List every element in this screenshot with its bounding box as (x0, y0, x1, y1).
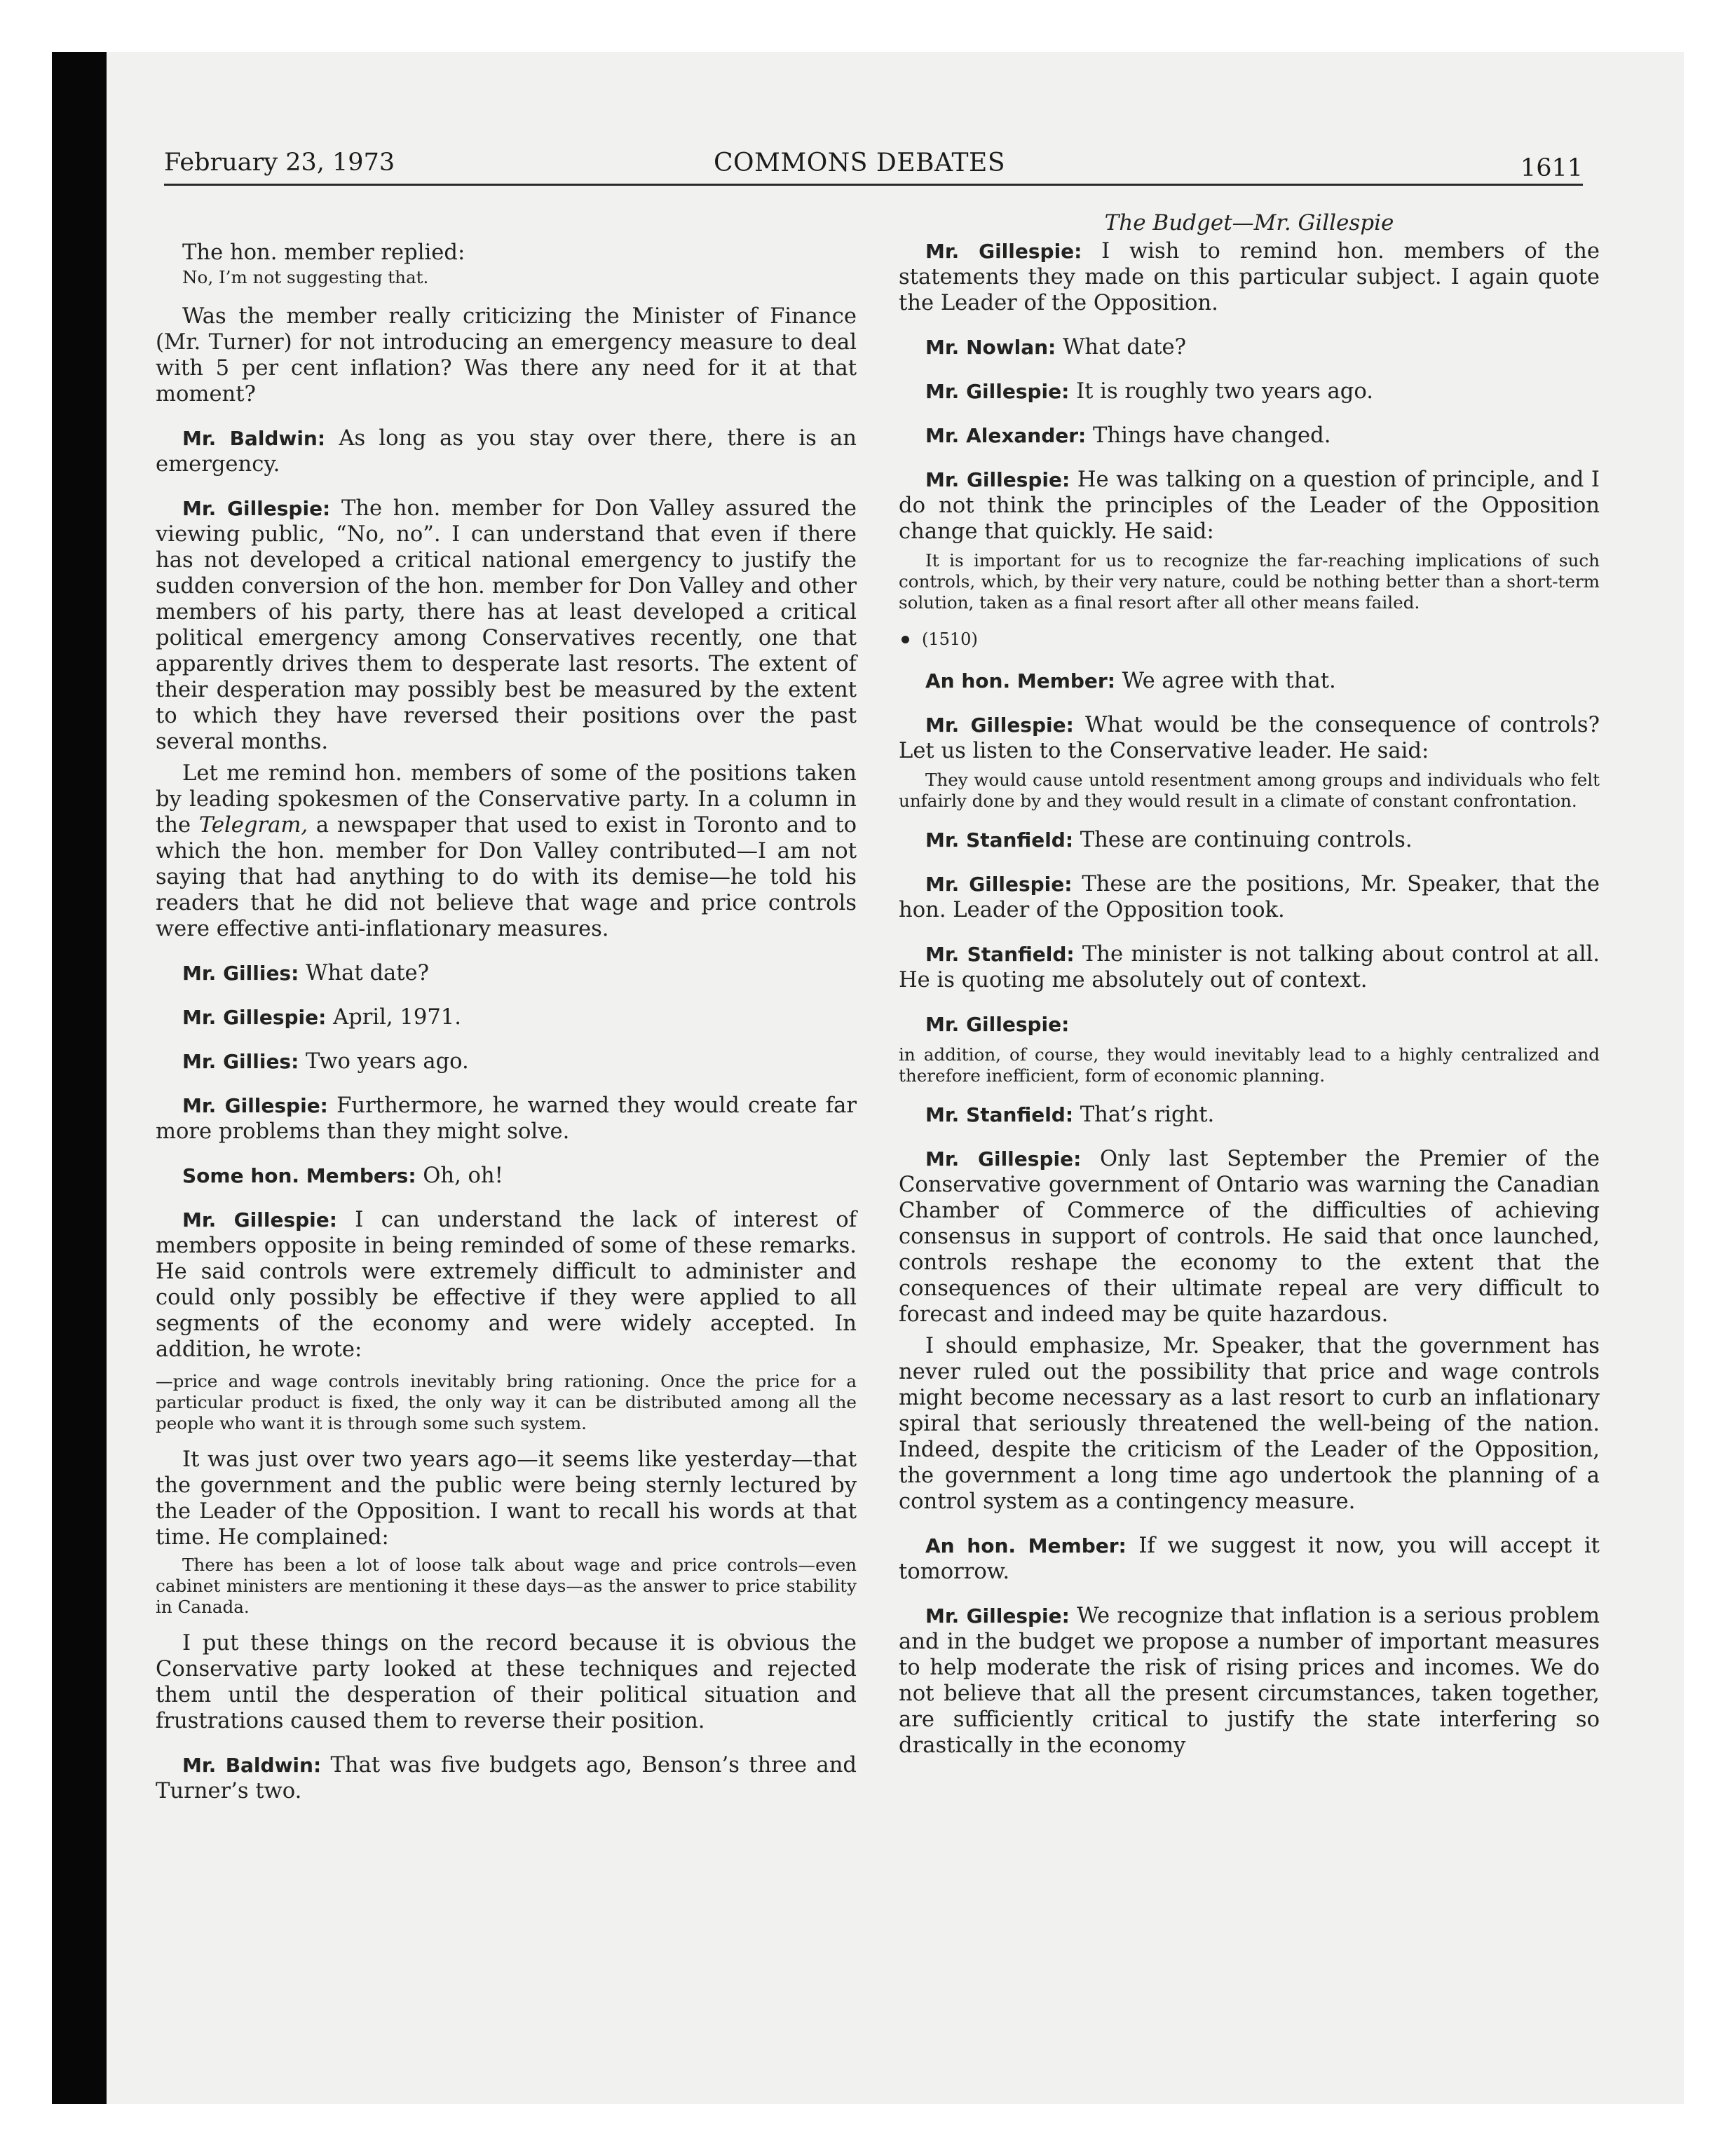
paragraph: The hon. member replied: (182, 240, 465, 265)
bullet-dot-icon (901, 636, 909, 643)
quotation: They would cause untold resentment among groups and individuals who felt unfairly done by and they would result in a climate of constant confrontation. (899, 770, 1600, 811)
header-title: COMMONS DEBATES (714, 149, 1005, 177)
speech-baldwin: Mr. Baldwin: As long as you stay over there, there is an emergency. (156, 426, 857, 477)
paragraph: It was just over two years ago—it seems like yesterday—that the government and the public were being sternly lectured by the Leader of the Opposition. I want to recall his words at that time. He complained: (156, 1447, 857, 1550)
speech-alexander: Mr. Alexander: Things have changed. (925, 423, 1331, 448)
speech-stanfield: Mr. Stanfield: That’s right. (925, 1103, 1215, 1127)
speech-hon-member: An hon. Member: If we suggest it now, you will accept it tomorrow. (899, 1534, 1600, 1584)
speaker-name: Mr. Baldwin: (182, 427, 326, 450)
speech-gillespie: Mr. Gillespie: Furthermore, he warned they would create far more problems than they might solve. (156, 1093, 857, 1144)
quotation: —price and wage controls inevitably bring rationing. Once the price for a particular product is fixed, the only way it can be distributed among all the people who want it is through some such system. (156, 1371, 857, 1433)
speech-stanfield: Mr. Stanfield: These are continuing controls. (925, 828, 1413, 852)
speaker-name: Mr. Gillespie: (925, 873, 1073, 896)
speaker-name: Some hon. Members: (182, 1164, 416, 1187)
speech-members: Some hon. Members: Oh, oh! (182, 1164, 503, 1188)
speaker-name: Mr. Gillies: (182, 1050, 299, 1073)
speech-nowlan: Mr. Nowlan: What date? (925, 335, 1187, 360)
speaker-name: Mr. Alexander: (925, 424, 1087, 447)
speech-gillespie: Mr. Gillespie: We recognize that inflation is a serious problem and in the budget we propose a number of important measures to help moderate the risk of rising prices and incomes. We do not believe that all the present circumstances, taken together, are sufficiently critical to justify the state interfering so drastically in the economy (899, 1604, 1600, 1758)
speaker-name: Mr. Gillespie: (182, 1094, 328, 1117)
speech-gillespie: Mr. Gillespie: I wish to remind hon. members of the statements they made on this particular subject. I again quote the Leader of the Opposition. (899, 239, 1600, 315)
speaker-name: Mr. Gillespie: (182, 497, 331, 520)
page-header (164, 149, 1583, 185)
speech-gillies: Mr. Gillies: What date? (182, 961, 430, 985)
speaker-name: Mr. Gillespie: (925, 240, 1082, 263)
speaker-name: Mr. Stanfield: (925, 943, 1075, 966)
header-date: February 23, 1973 (164, 149, 395, 177)
speaker-name: Mr. Gillespie: (182, 1208, 337, 1231)
quotation: There has been a lot of loose talk about wage and price controls—even cabinet ministers are mentioning it these days—as the answer to price stability in Canada. (156, 1555, 857, 1617)
speech-gillespie: Mr. Gillespie: What would be the consequence of controls? Let us listen to the Conservative leader. He said: (899, 713, 1600, 763)
speaker-name: Mr. Stanfield: (925, 1103, 1074, 1126)
paragraph: Let me remind hon. members of some of the positions taken by leading spokesmen of the Conservative party. In a column in the Telegram, a newspaper that used to exist in Toronto and to which the hon. member for Don Valley contributed—I am not saying that had anything to do with its demise—he told his readers that he did not believe that wage and price controls were effective anti-inflationary measures. (156, 761, 857, 941)
speech-baldwin: Mr. Baldwin: That was five budgets ago, Benson’s three and Turner’s two. (156, 1753, 857, 1803)
speech-hon-member: An hon. Member: We agree with that. (925, 669, 1336, 693)
speaker-name: Mr. Nowlan: (925, 336, 1056, 359)
left-column (156, 203, 857, 1804)
quotation: in addition, of course, they would inevitably lead to a highly centralized and therefore inefficient, form of economic planning. (899, 1044, 1600, 1086)
quotation: It is important for us to recognize the far-reaching implications of such controls, which, by their very nature, could be nothing better than a short-term solution, taken as a final resort after all other means failed. (899, 550, 1600, 613)
paragraph: I put these things on the record because it is obvious the Conservative party looked at these techniques and rejected them until the desperation of their political situation and frustrations caused them to reverse their position. (156, 1631, 857, 1733)
speech-gillespie: Mr. Gillespie: I can understand the lack of interest of members opposite in being reminded of some of these remarks. He said controls were extremely difficult to administer and could only possibly be effective if they were applied to all segments of the economy and were widely accepted. In addition, he wrote: (156, 1208, 857, 1362)
quotation: No, I’m not suggesting that. (182, 267, 429, 287)
speaker-name: Mr. Gillespie: (182, 1006, 327, 1029)
speaker-name: Mr. Gillespie: (925, 1013, 1070, 1036)
speech-gillespie: Mr. Gillespie: He was talking on a question of principle, and I do not think the principles of the Leader of the Opposition change that quickly. He said: (899, 468, 1600, 544)
speech-gillies: Mr. Gillies: Two years ago. (182, 1049, 469, 1074)
speaker-name: Mr. Gillespie: (925, 1604, 1070, 1628)
header-rule (164, 184, 1583, 186)
speech-gillespie: Mr. Gillespie: These are the positions, Mr. Speaker, that the hon. Leader of the Opposition took. (899, 872, 1600, 922)
speaker-name: An hon. Member: (925, 669, 1115, 692)
speaker-name: Mr. Gillies: (182, 962, 299, 985)
speaker-name: Mr. Gillespie: (925, 380, 1070, 403)
speech-gillespie: Mr. Gillespie: The hon. member for Don Valley assured the viewing public, “No, no”. I can understand that even if there has not developed a critical national emergency to justify the sudden conversion of the hon. member for Don Valley and other members of his party, there has at least developed a critical political emergency among Conservatives recently, one that apparently drives them to desperate last resorts. The extent of their desperation may possibly best be measured by the extent to which they have reversed their positions over the past several months. (156, 496, 857, 754)
speaker-name: An hon. Member: (925, 1534, 1127, 1557)
speaker-name: Mr. Gillespie: (925, 714, 1074, 737)
paragraph: Was the member really criticizing the Minister of Finance (Mr. Turner) for not introducing an emergency measure to deal with 5 per cent inflation? Was there any need for it at that moment? (156, 304, 857, 407)
scan-binding-edge (52, 52, 107, 2104)
speaker-name: Mr. Baldwin: (182, 1754, 322, 1777)
speaker-name: Mr. Gillespie: (925, 1147, 1082, 1171)
speech-gillespie: Mr. Gillespie: It is roughly two years ago. (925, 379, 1373, 404)
newspaper-title: Telegram, (198, 813, 308, 838)
speech-stanfield: Mr. Stanfield: The minister is not talking about control at all. He is quoting me absolutely out of context. (899, 942, 1600, 992)
page-number: 1611 (1520, 154, 1583, 182)
running-head: The Budget—Mr. Gillespie (1104, 210, 1394, 236)
paragraph: I should emphasize, Mr. Speaker, that the government has never ruled out the possibility that price and wage controls might become necessary as a last resort to curb an inflationary spiral that seriously threatened the well-being of the nation. Indeed, despite the criticism of the Leader of the Opposition, the government a long time ago undertook the planning of a control system as a contingency measure. (899, 1334, 1600, 1514)
time-marker: (1510) (899, 629, 1600, 650)
speaker-name: Mr. Stanfield: (925, 828, 1074, 852)
speech-gillespie (899, 1011, 1600, 1037)
right-column (899, 209, 1600, 1759)
speaker-name: Mr. Gillespie: (925, 468, 1070, 491)
speech-gillespie: Mr. Gillespie: Only last September the Premier of the Conservative government of Ontario was warning the Canadian Chamber of Commerce of the difficulties of achieving consensus in support of controls. He said that once launched, controls reshape the economy to the extent that the consequences of their ultimate repeal are very difficult to forecast and indeed may be quite hazardous. (899, 1147, 1600, 1327)
speech-gillespie: Mr. Gillespie: April, 1971. (182, 1005, 461, 1030)
